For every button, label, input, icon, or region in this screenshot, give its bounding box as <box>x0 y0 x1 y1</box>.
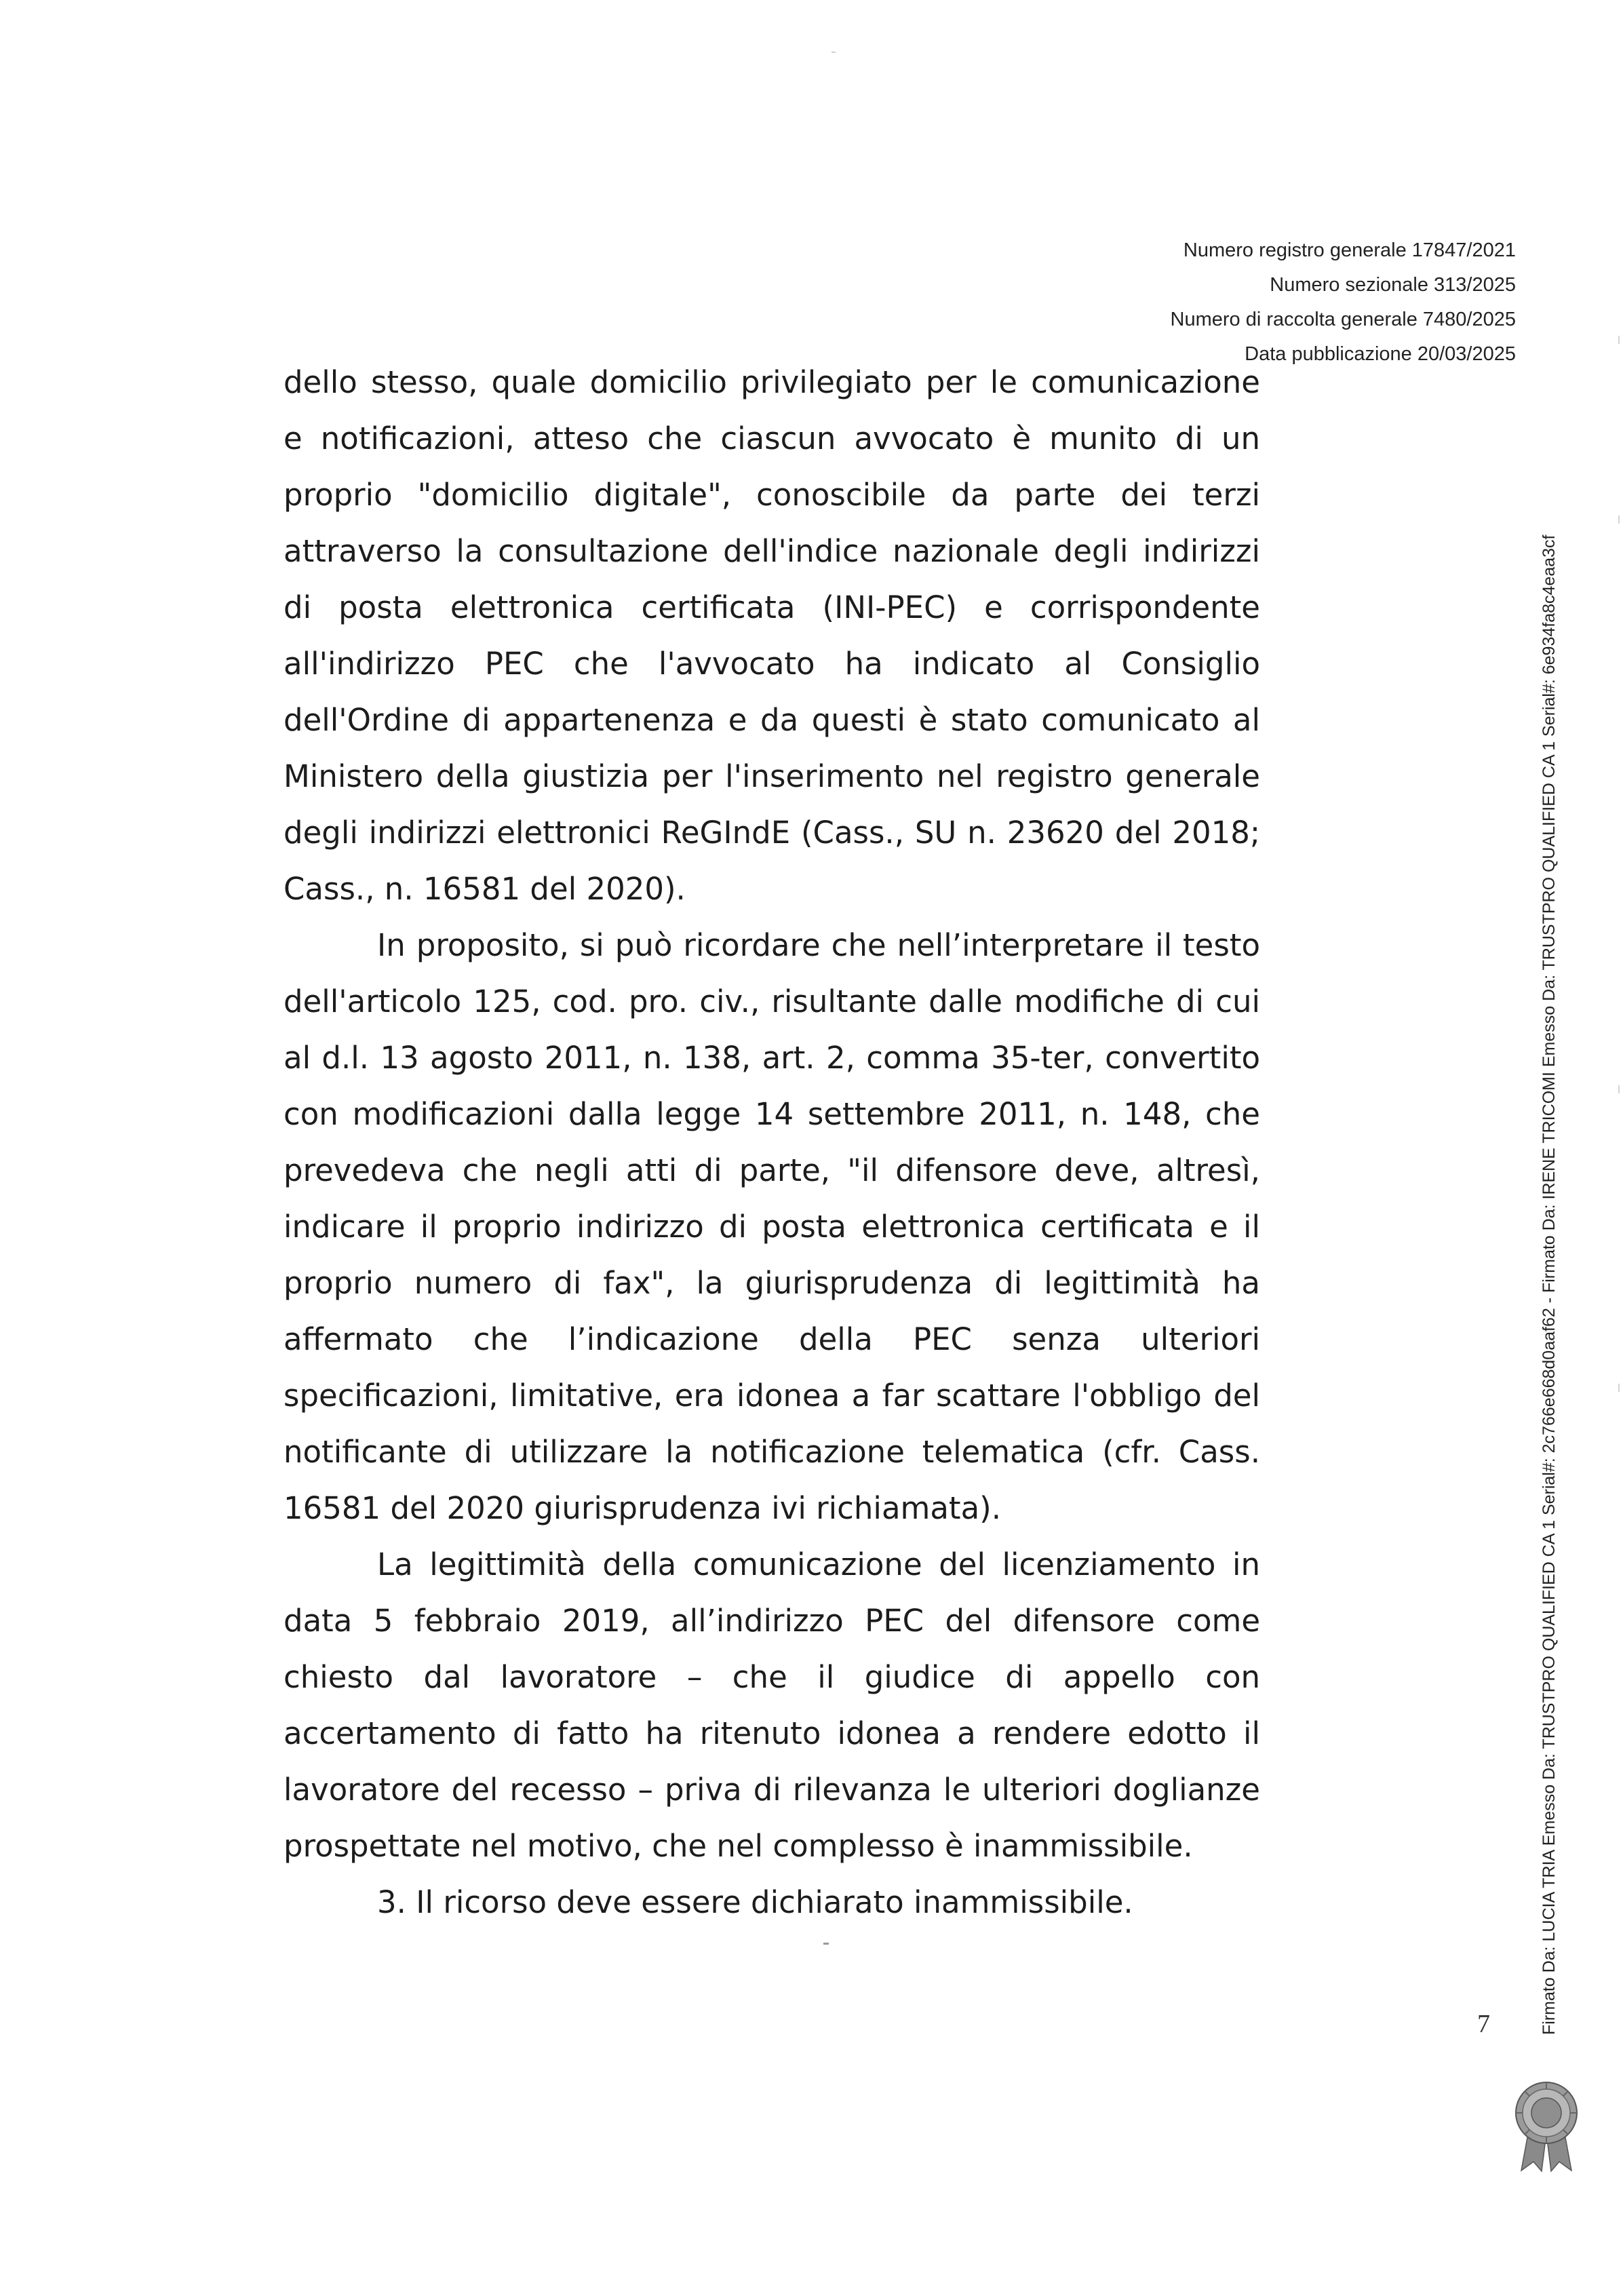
digital-signature-stamp: Firmato Da: LUCIA TRIA Emesso Da: TRUSTPRO QUALIFIED CA 1 Serial#: 2c766e668d0aaf62 - Firmato Da: IRENE TRICOMI Emesso Da: TRUSTPRO QUALIFIED CA 1 Serial#: 6e934fa8c4eaa3cf <box>1540 534 1559 2035</box>
scan-mark <box>1618 1085 1620 1093</box>
paragraph: La legittimità della comunicazione del licenziamento in data 5 febbraio 2019, all’indirizzo PEC del difensore come chiesto dal lavoratore – che il giudice di appello con accertamento di fatto ha ritenuto idonea a rendere edotto il lavoratore del recesso – priva di rilevanza le ulteriori doglianze prospettate nel motivo, che nel complesso è inammissibile. <box>283 1546 1260 1864</box>
registro-generale: Numero registro generale 17847/2021 <box>1183 239 1516 261</box>
registry-header <box>1171 233 1516 372</box>
paragraph: 3. Il ricorso deve essere dichiarato inammissibile. <box>377 1884 1133 1920</box>
scan-mark <box>1618 1384 1620 1392</box>
scan-mark <box>1618 515 1620 524</box>
scan-mark <box>823 1943 829 1945</box>
paragraph: dello stesso, quale domicilio privilegiato per le comunicazione e notificazioni, atteso che ciascun avvocato è munito di un proprio "domicilio digitale", conoscibile da parte dei terzi attraverso la consultazione dell'indice nazionale degli indirizzi di posta elettronica certificata (INI-PEC) e corrispondente all'indirizzo PEC che l'avvocato ha indicato al Consiglio dell'Ordine di appartenenza e da questi è stato comunicato al Ministero della giustizia per l'inserimento nel registro generale degli indirizzi elettronici ReGIndE (Cass., SU n. 23620 del 2018; Cass., n. 16581 del 2020). <box>283 364 1260 907</box>
certification-seal-icon <box>1509 2079 1584 2174</box>
document-body <box>283 354 1260 1930</box>
scan-mark <box>1618 336 1620 344</box>
paragraph: In proposito, si può ricordare che nell’interpretare il testo dell'articolo 125, cod. pro. civ., risultante dalle modifiche di cui al d.l. 13 agosto 2011, n. 138, art. 2, comma 35-ter, convertito con modificazioni dalla legge 14 settembre 2011, n. 148, che prevedeva che negli atti di parte, "il difensore deve, altresì, indicare il proprio indirizzo di posta elettronica certificata e il proprio numero di fax", la giurisprudenza di legittimità ha affermato che l’indicazione della PEC senza ulteriori specificazioni, limitative, era idonea a far scattare l'obbligo del notificante di utilizzare la notificazione telematica (cfr. Cass. 16581 del 2020 giurisprudenza ivi richiamata). <box>283 927 1260 1526</box>
scan-mark <box>832 52 836 53</box>
numero-sezionale: Numero sezionale 313/2025 <box>1270 274 1516 296</box>
raccolta-generale: Numero di raccolta generale 7480/2025 <box>1170 309 1516 330</box>
page-number: 7 <box>1477 2010 1490 2038</box>
data-pubblicazione: Data pubblicazione 20/03/2025 <box>1245 343 1516 365</box>
